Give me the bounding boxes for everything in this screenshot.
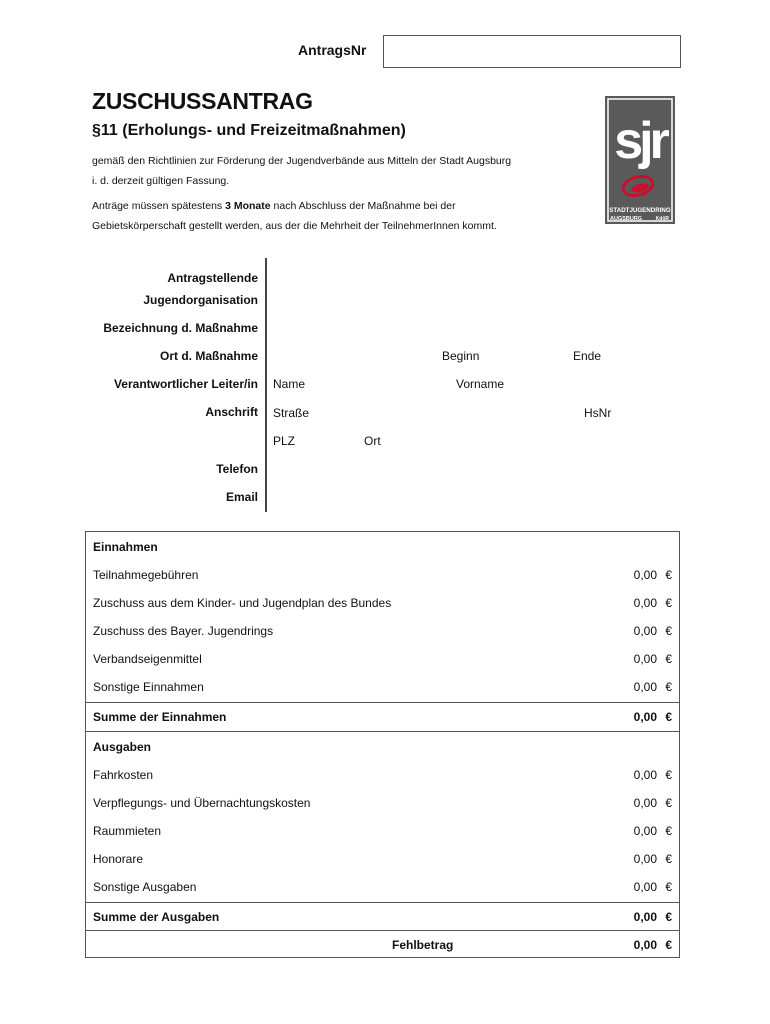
antrags-nr-field[interactable]: [383, 35, 681, 68]
deadline-pre: Anträge müssen spätestens: [92, 200, 226, 212]
income-amount-field[interactable]: 0,00: [633, 680, 657, 694]
form-divider: [265, 258, 267, 512]
logo-letters: sjr: [614, 112, 666, 170]
divider: [86, 902, 679, 903]
deadline-bold: 3 Monate: [225, 200, 271, 212]
measure-place-label: Ort d. Maßnahme: [159, 349, 258, 363]
logo-line-2: AUGSBURG: [610, 216, 643, 222]
logo-line-2b: KdöR: [655, 216, 669, 222]
firstname-field-label: Vorname: [456, 377, 505, 391]
expense-sum-value: 0,00: [633, 910, 657, 924]
address-label: Anschrift: [205, 405, 258, 419]
deadline-post: nach Abschluss der Maßnahme bei der: [270, 200, 456, 212]
income-amount-field[interactable]: 0,00: [633, 568, 657, 582]
begin-field-label: Beginn: [442, 349, 480, 363]
expense-amount-field[interactable]: 0,00: [633, 880, 657, 894]
street-field-label: Straße: [273, 406, 310, 420]
finance-table: Einnahmen Teilnahmegebühren 0,00 € Zuschuss aus dem Kinder- und Jugendplan des Bundes 0,00 € Zuschuss des Bayer. Jugendrings 0,00 € Verbandseigenmittel 0,00 € Sonstige Einnahmen 0,00 € Summe der Einnahmen 0,00 € Ausgaben Fahrkosten 0,00 € Verpflegungs- und Übernachtungskosten 0,00 € Raummieten 0,00 € Honorare 0,00 € Sonstige Ausgaben 0,00 € Summe der Ausgaben 0,00 € Fehlbetrag 0,00 €: [85, 531, 680, 958]
page-subtitle: §11 (Erholungs- und Freizeitmaßnahmen): [92, 122, 406, 139]
expense-amount-field[interactable]: 0,00: [633, 852, 657, 866]
expense-amount-field[interactable]: 0,00: [633, 768, 657, 782]
divider: [86, 702, 679, 703]
page-title: ZUSCHUSSANTRAG: [92, 88, 313, 114]
income-amount-field[interactable]: 0,00: [633, 652, 657, 666]
divider: [86, 731, 679, 732]
sjr-logo: [605, 96, 675, 224]
leader-label: Verantwortlicher Leiter/in: [113, 377, 258, 391]
logo-line-1: STADTJUGENDRING: [609, 207, 671, 214]
divider: [86, 930, 679, 931]
city-field-label: Ort: [364, 434, 381, 448]
income-amount-field[interactable]: 0,00: [633, 596, 657, 610]
applicant-label-2: Jugendorganisation: [143, 293, 258, 307]
end-field-label: Ende: [573, 349, 602, 363]
income-sum-value: 0,00: [633, 710, 657, 724]
deficit-value: 0,00: [633, 938, 657, 952]
intro-line-2: i. d. derzeit gültigen Fassung.: [92, 174, 230, 187]
income-amount-field[interactable]: 0,00: [633, 624, 657, 638]
housenr-field-label: HsNr: [584, 406, 612, 420]
applicant-label-1: Antragstellende: [167, 271, 258, 285]
name-field-label: Name: [273, 377, 306, 391]
expense-amount-field[interactable]: 0,00: [633, 824, 657, 838]
measure-name-label: Bezeichnung d. Maßnahme: [103, 321, 258, 335]
expense-amount-field[interactable]: 0,00: [633, 796, 657, 810]
intro-line-1: gemäß den Richtlinien zur Förderung der Jugendverbände aus Mitteln der Stadt Augsburg: [92, 155, 512, 167]
email-label: Email: [225, 490, 258, 504]
phone-label: Telefon: [216, 462, 258, 476]
zip-field-label: PLZ: [273, 434, 296, 448]
intro-text: [92, 152, 562, 191]
antrags-nr-label: AntragsNr: [298, 42, 367, 58]
deadline-line-2: Gebietskörperschaft gestellt werden, aus der die Mehrheit der TeilnehmerInnen kommt.: [92, 219, 497, 232]
deadline-text: [92, 197, 562, 236]
deadline-line-1: [92, 197, 562, 217]
